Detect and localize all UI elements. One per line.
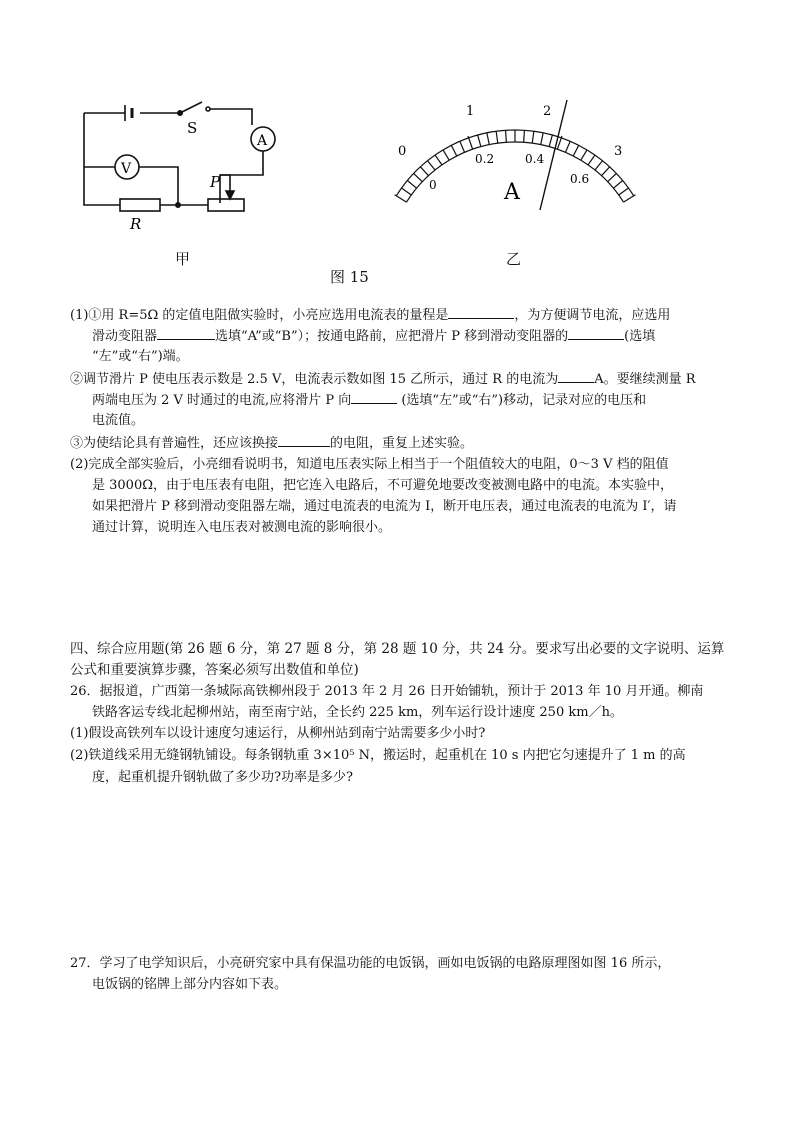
dial-tick [608,173,617,181]
answer-blank[interactable] [568,325,624,340]
switch-label: S [187,119,198,137]
figure-caption: 图 15 [330,268,369,286]
ammeter-dial [390,95,640,225]
dial-tick [602,167,610,176]
section-heading-2: 公式和重要演算步骤，答案必须写出数值和单位) [70,662,359,678]
outer-tick-2: 2 [543,104,552,119]
q26-line-1: 26．据报道，广西第一条城际高铁柳州段于 2013 年 2 月 26 日开始铺轨，预计于 2013 年 10 月开通。柳南 [70,684,704,699]
inner-tick-3: 0.6 [570,172,590,186]
dial-tick [619,188,629,195]
dial-tick [506,130,507,142]
dial-tick [402,188,412,195]
dial-tick [451,145,456,156]
q26-line-3: (1)假设高铁列车以设计速度匀速运行，从柳州站到南宁站需要多少小时? [70,726,486,741]
dial-tick [524,130,525,142]
slider-label: P [210,173,221,191]
dial-tick [613,181,622,189]
outer-tick-0: 0 [398,144,407,159]
dial-tick [487,133,489,145]
q1-line-2 [92,325,762,348]
q1-text-d: 选填“A”或“B”）；按通电路前，应把滑片 P 移到滑动变阻器的 [215,329,569,344]
circuit-diagram [70,95,300,235]
dial-tick [435,155,442,165]
dial-tick [573,145,578,156]
inner-tick-0: 0 [429,178,437,192]
inner-tick-1: 0.2 [475,152,495,166]
dial-tick [532,131,534,143]
q1-line-8: (2)完成全部实验后，小亮细看说明书，知道电压表实际上相当于一个阻值较大的电阻，0～3 V 档的阻值 [70,457,669,472]
q1-line-5 [92,389,762,412]
resistor-label: R [130,215,142,233]
ammeter-label: A [257,133,268,149]
answer-blank[interactable] [351,389,397,404]
q1-text-a: (1)①用 R=5Ω 的定值电阻做实验时，小亮应选用电流表的量程是 [70,308,449,323]
dial-tick [588,155,595,165]
dial-tick [414,173,423,181]
dial-tick [395,195,407,202]
outer-tick-1: 1 [466,104,475,119]
q1-text-2d: (选填“左”或“右”)移动，记录对应的电压和 [397,393,647,408]
q1-text-c: 滑动变阻器 [92,329,158,344]
q1-line-10: 如果把滑片 P 移到滑动变阻器左端，通过电流表的电流为 I，断开电压表，通过电流表的电流为 I′，请 [92,499,677,514]
q27-line-2: 电饭锅的铭牌上部分内容如下表。 [92,977,288,992]
dial-tick [595,161,602,170]
answer-blank[interactable] [558,368,594,383]
dial-tick [407,181,416,189]
q1-line-1 [70,304,740,327]
q26-line-5: 度，起重机提升钢轨做了多少功?功率是多少? [92,770,353,785]
q27-line-1: 27．学习了电学知识后，小亮研究家中具有保温功能的电饭锅，画如电饭锅的电路原理图如图 16 所示， [70,956,671,971]
dial-tick [468,136,473,149]
dial-tick [478,135,481,147]
q1-line-7 [70,432,740,455]
section-heading-1: 四、综合应用题(第 26 题 6 分，第 27 题 8 分，第 28 题 10 分，共 24 分。要求写出必要的文字说明、运算 [70,641,725,657]
dial-tick [565,141,570,152]
dial-tick [460,141,465,152]
answer-blank[interactable] [448,304,514,319]
voltmeter-label: V [121,161,132,177]
dial-tick [443,150,449,160]
q1-line-9: 是 3000Ω，由于电压表有电阻，把它连入电路后，不可避免地要改变被测电路中的电流。本实验中， [92,478,673,493]
q26-line-4: (2)铁道线采用无缝钢轨铺设。每条钢轨重 3×10⁵ N，搬运时，起重机在 10 s 内把它匀速提升了 1 m 的高 [70,748,686,763]
q1-text-3a: ③为使结论具有普遍性，还应该换接 [70,436,279,451]
answer-blank[interactable] [157,325,215,340]
dial-tick [428,161,435,170]
dial-tick [581,150,587,160]
q1-line-6: 电流值。 [92,413,145,428]
dial-tick [549,135,552,147]
dial-tick [541,133,543,145]
q1-line-4 [70,368,740,391]
dial-tick [496,131,498,143]
figure-right-label: 乙 [506,250,522,268]
meter-unit: A [504,180,520,205]
q1-text-3b: 的电阻，重复上述实验。 [330,436,474,451]
q1-text-e: (选填 [624,329,656,344]
outer-tick-3: 3 [614,144,623,159]
dial-tick [420,167,428,176]
q1-line-3: “左”或“右”)端。 [92,349,189,364]
q1-text-2c: 两端电压为 2 V 时通过的电流,应将滑片 P 向 [92,393,352,408]
q1-line-11: 通过计算，说明连入电压表对被测电流的影响很小。 [92,520,392,535]
dial-tick [624,195,636,202]
answer-blank[interactable] [278,432,330,447]
q26-line-2: 铁路客运专线北起柳州站，南至南宁站，全长约 225 km，列车运行设计速度 250 km／h。 [92,705,623,720]
figure-left-label: 甲 [175,250,191,268]
q1-text-b: ，为方便调节电流，应选用 [514,308,671,323]
q1-text-2b: A。要继续测量 R [594,372,696,387]
inner-tick-2: 0.4 [525,152,545,166]
q1-text-2a: ②调节滑片 P 使电压表示数是 2.5 V，电流表示数如图 15 乙所示，通过 R 的电流为 [70,372,559,387]
